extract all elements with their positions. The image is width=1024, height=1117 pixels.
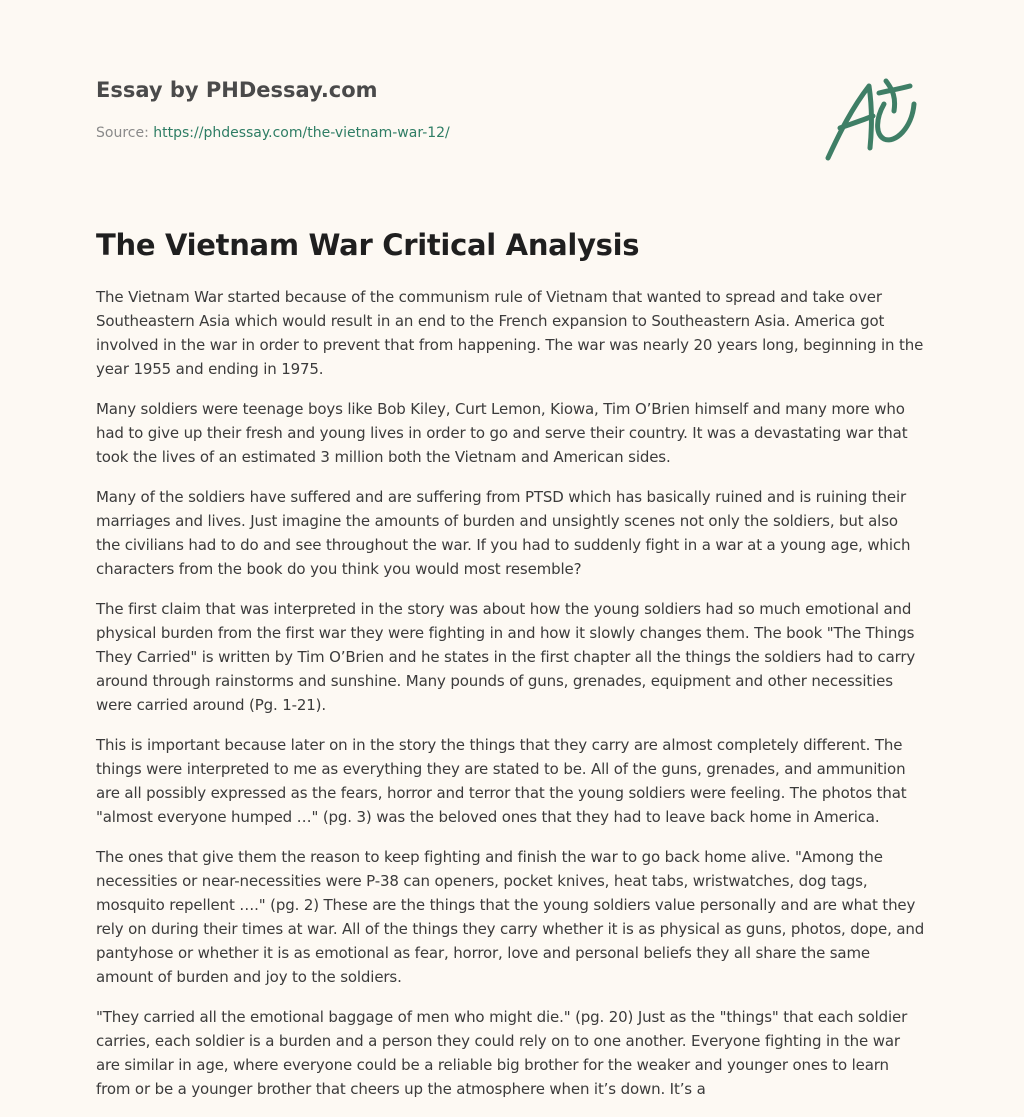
essay-paragraph: This is important because later on in the story the things that they carry are almost completely different. The things were interpreted to me as everything they are stated to be. All of the guns, grenades, and ammunition are all possibly expressed as the fears, horror and terror that the young soldiers were feeling. The photos that "almost everyone humped …" (pg. 3) was the beloved ones that they had to leave back home in America. — [96, 736, 907, 826]
source-link[interactable]: https://phdessay.com/the-vietnam-war-12/ — [153, 125, 450, 141]
essay-title: The Vietnam War Critical Analysis — [96, 228, 640, 262]
source-line — [96, 124, 450, 142]
essay-paragraph: The Vietnam War started because of the communism rule of Vietnam that wanted to spread and take over Southeastern Asia which would result in an end to the French expansion to Southeastern Asia. America got involved in the war in order to prevent that from happening. The war was nearly 20 years long, beginning in the year 1955 and ending in 1975. — [96, 288, 924, 378]
source-label: Source: — [96, 125, 149, 141]
essay-paragraph: Many soldiers were teenage boys like Bob Kiley, Curt Lemon, Kiowa, Tim O’Brien himself and many more who had to give up their fresh and young lives in order to go and serve their country. It was a devastating war that took the lives of an estimated 3 million both the Vietnam and American sides. — [96, 400, 908, 466]
essay-page — [96, 0, 926, 1098]
essay-paragraph: "They carried all the emotional baggage of men who might die." (pg. 20) Just as the "things" that each soldier carries, each soldier is a burden and a person they could rely on to one another. Everyone fighting in the war are similar in age, where everyone could be a reliable big brother for the weaker and younger ones to learn from or be a younger brother that cheers up the atmosphere when it’s down. It’s a — [96, 1008, 908, 1098]
page-header — [96, 0, 926, 200]
essay-body — [96, 285, 926, 1117]
site-title: Essay by PHDessay.com — [96, 78, 378, 102]
essay-paragraph: Many of the soldiers have suffered and are suffering from PTSD which has basically ruined and is ruining their marriages and lives. Just imagine the amounts of burden and unsightly scenes not only the soldiers, but also the civilians had to do and see throughout the war. If you had to suddenly fight in a war at a young age, which characters from the book do you think you would most resemble? — [96, 488, 911, 578]
essay-paragraph: The first claim that was interpreted in the story was about how the young soldiers had so much emotional and physical burden from the first war they were fighting in and how it slowly changes them. The book "The Things They Carried" is written by Tim O’Brien and he states in the first chapter all the things the soldiers had to carry around through rainstorms and sunshine. Many pounds of guns, grenades, equipment and other necessities were carried around (Pg. 1-21). — [96, 600, 916, 714]
essay-paragraph: The ones that give them the reason to keep fighting and finish the war to go back home alive. "Among the necessities or near-necessities were P-38 can openers, pocket knives, heat tabs, wristwatches, dog tags, mosquito repellent …." (pg. 2) These are the things that the young soldiers value personally and are what they rely on during their times at war. All of the things they carry whether it is as physical as guns, photos, dope, and pantyhose or whether it is as emotional as fear, horror, love and personal beliefs they all share the same amount of burden and joy to the soldiers. — [96, 848, 925, 986]
a-plus-logo-icon — [824, 68, 924, 164]
